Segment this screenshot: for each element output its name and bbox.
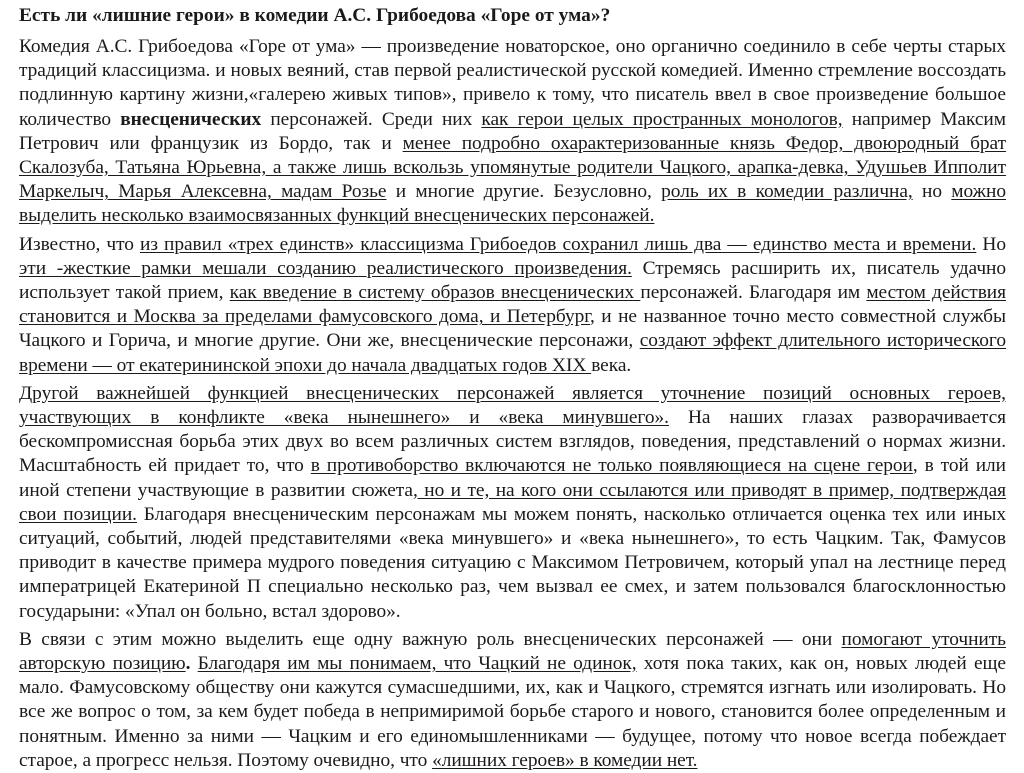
text-segment: создают эффект длительного исторического времени — от екатерининской эпохи до начала двадцатых годов XIX: [19, 330, 1006, 376]
text-segment: можно выделить несколько взаимосвязанных функций внесценических персонажей.: [19, 181, 1006, 227]
text-segment: персонажей. Среди них: [261, 108, 482, 130]
text-segment: , в той или иной степени участвующие в развитии сюжета: [19, 455, 1006, 501]
text-segment: Известно, что: [19, 233, 141, 255]
document-title: Есть ли «лишние герои» в комедии А.С. Грибоедова «Горе от ума»?: [19, 5, 611, 26]
text-segment: помогают уточнить авторскую позицию: [19, 628, 1006, 675]
text-segment: в противоборство включаются не только появляющиеся на сцене герои: [310, 455, 913, 477]
paragraph-2: [19, 233, 1006, 378]
text-segment: На наших глазах разворачивается бескомпромиссная борьба этих двух во всем различных систем взглядов, поведения, представлений о нормах жизни. Масштабность ей придает то, что: [19, 407, 1006, 477]
text-segment: Благодаря им мы понимаем, что Чацкий не одинок,: [197, 653, 637, 675]
paragraph-4: [19, 628, 1006, 773]
text-segment: и многие другие. Безусловно,: [386, 181, 662, 203]
text-segment: Комедия А.С. Грибоедова «Горе от ума» — произведение новаторское, оно органично соединило в себе черты старых традиций классицизма. и новых веяний, став первой реалистической русской комедией. Именно стремление воссоздать подлинную картину жизни,«галерею живых типов», привело к тому, что писатель ввел в свое произведение большое количество: [19, 36, 1006, 130]
text-segment: но: [912, 181, 952, 203]
text-segment: В связи с этим можно выделить еще одну важную роль внесценических персонажей — они: [19, 628, 842, 650]
text-segment: , но и те, на кого они ссылаются или приводят в пример, подтверждая свои позиции.: [19, 479, 1007, 525]
paragraph-1: [19, 35, 1006, 229]
text-segment: Стремясь расширить их, писатель удачно использует такой прием,: [19, 257, 1006, 304]
text-segment: например Максим Петрович или французик из Бордо, так и: [19, 108, 1006, 154]
text-segment: местом действия становится и Москва за пределами фамусовского дома, и Петербург: [19, 282, 1006, 328]
text-segment: Благодаря внесценическим персонажам мы можем понять, насколько отличается оценка тех или иных ситуаций, событий, людей представителями «века минувшего» и «века нынешнего», то есть Чацким. Так, Фамусов приводит в качестве примера мудрого поведения ситуацию с Максимом Петровичем, который упал на лестнице перед императрицей Екатериной П специально несколько раз, чем вызвал ее смех, и затем пользовался благосклонностью государыни: «Упал он больно, встал здорово».: [19, 503, 1006, 622]
text-segment: как герои целых пространных монологов,: [481, 108, 843, 130]
text-segment: Но: [976, 233, 1006, 255]
text-segment: .: [185, 653, 198, 675]
text-segment: Другой важнейшей функцией внесценических персонажей является уточнение позиций основных героев, участвующих в конфликте «века нынешнего» и «века минувшего».: [19, 382, 1006, 429]
text-segment: роль их в комедии различна,: [661, 181, 913, 203]
text-segment: «лишних героев» в комедии нет.: [432, 749, 698, 771]
text-segment: как введение в систему образов внесценических: [229, 282, 641, 304]
text-segment: , и не названное точно место совместной службы Чацкого и Горича, и многие другие. Они же, внесценические персонажи,: [19, 306, 1006, 352]
text-segment: персонажей. Благодаря им: [640, 282, 867, 304]
text-segment: эти -жесткие рамки мешали созданию реалистического произведения.: [19, 257, 632, 279]
text-segment: из правил «трех единств» классицизма Грибоедов сохранил лишь два — единство места и времени.: [140, 233, 977, 255]
paragraph-3: [19, 382, 1006, 624]
text-segment: хотя пока таких, как он, новых людей еще мало. Фамусовскому обществу они кажутся сумасшедшими, их, как и Чацкого, стремятся изгнать или изолировать. Но все же вопрос о том, за кем будет победа в непримиримой борьбе старого и нового, становится более определенным и понятным. Именно за ними — Чацким и его единомышленниками — будущее, потому что новое всегда побеждает старое, а прогресс нельзя. Поэтому очевидно, что: [19, 653, 1006, 771]
text-segment: менее подробно охарактеризованные князь Федор, двоюродный брат Скалозуба, Татьяна Юрьевна, а также лишь вскользь упомянутые родители Чацкого, арапка-девка, Удушьев Ипполит Маркелыч, Марья Алексевна, мадам Розье: [19, 132, 1007, 203]
text-segment: века.: [591, 354, 632, 376]
text-segment: внесценических: [120, 108, 262, 130]
